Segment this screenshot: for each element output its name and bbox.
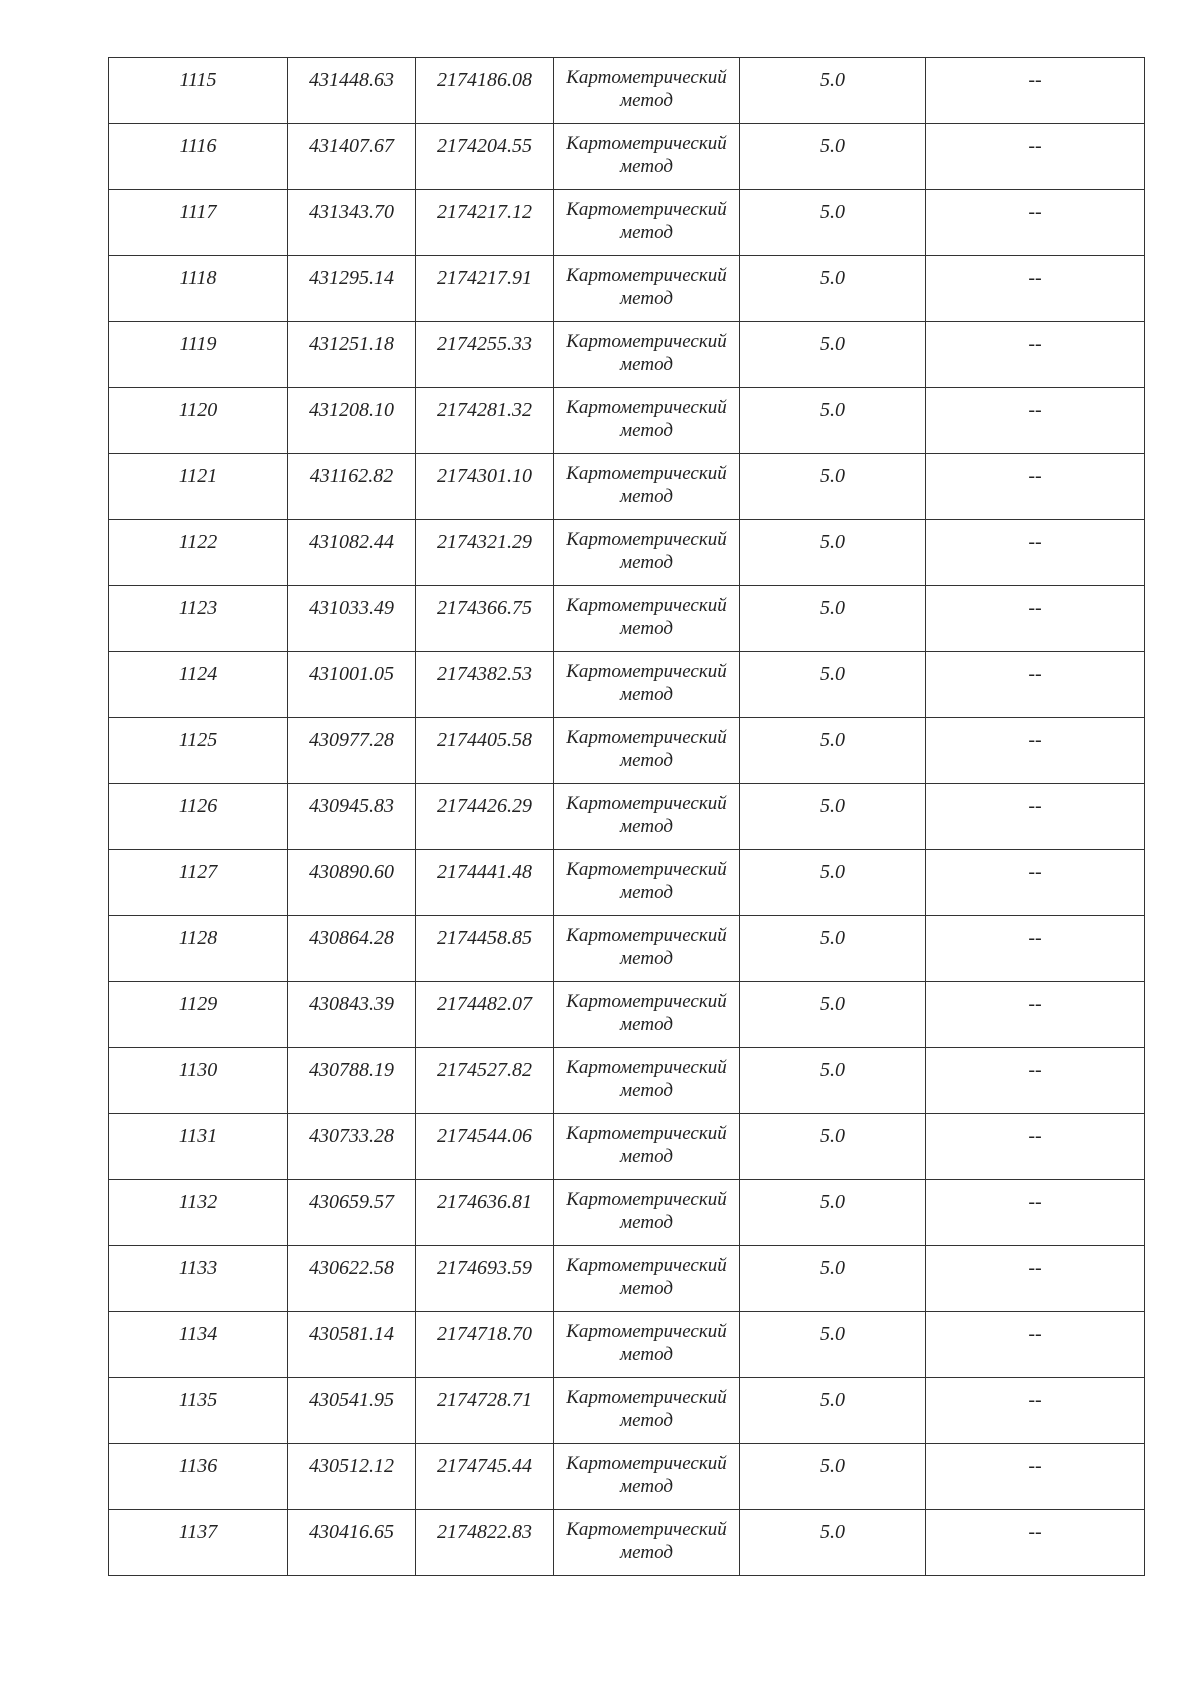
accuracy-cell: 5.0 <box>740 322 926 388</box>
table-row <box>109 520 1145 586</box>
x-coordinate-cell: 431033.49 <box>288 586 416 652</box>
method-cell: Картометрический метод <box>554 1048 740 1114</box>
note-cell: -- <box>926 520 1145 586</box>
point-number-cell: 1127 <box>109 850 288 916</box>
table-row <box>109 1048 1145 1114</box>
x-coordinate-cell: 430512.12 <box>288 1444 416 1510</box>
method-cell: Картометрический метод <box>554 190 740 256</box>
point-number-cell: 1118 <box>109 256 288 322</box>
x-coordinate-cell: 430622.58 <box>288 1246 416 1312</box>
accuracy-cell: 5.0 <box>740 388 926 454</box>
table-row <box>109 1246 1145 1312</box>
method-cell: Картометрический метод <box>554 520 740 586</box>
point-number-cell: 1117 <box>109 190 288 256</box>
accuracy-cell: 5.0 <box>740 718 926 784</box>
x-coordinate-cell: 430416.65 <box>288 1510 416 1576</box>
table-row <box>109 916 1145 982</box>
table-row <box>109 256 1145 322</box>
accuracy-cell: 5.0 <box>740 586 926 652</box>
x-coordinate-cell: 431001.05 <box>288 652 416 718</box>
x-coordinate-cell: 431162.82 <box>288 454 416 520</box>
x-coordinate-cell: 430733.28 <box>288 1114 416 1180</box>
y-coordinate-cell: 2174405.58 <box>416 718 554 784</box>
point-number-cell: 1119 <box>109 322 288 388</box>
accuracy-cell: 5.0 <box>740 454 926 520</box>
point-number-cell: 1126 <box>109 784 288 850</box>
x-coordinate-cell: 431448.63 <box>288 58 416 124</box>
y-coordinate-cell: 2174745.44 <box>416 1444 554 1510</box>
note-cell: -- <box>926 718 1145 784</box>
accuracy-cell: 5.0 <box>740 124 926 190</box>
method-cell: Картометрический метод <box>554 1312 740 1378</box>
y-coordinate-cell: 2174544.06 <box>416 1114 554 1180</box>
table-row <box>109 322 1145 388</box>
point-number-cell: 1124 <box>109 652 288 718</box>
method-cell: Картометрический метод <box>554 1378 740 1444</box>
note-cell: -- <box>926 1180 1145 1246</box>
table-row <box>109 718 1145 784</box>
table-row <box>109 784 1145 850</box>
x-coordinate-cell: 430541.95 <box>288 1378 416 1444</box>
accuracy-cell: 5.0 <box>740 652 926 718</box>
y-coordinate-cell: 2174693.59 <box>416 1246 554 1312</box>
accuracy-cell: 5.0 <box>740 1378 926 1444</box>
y-coordinate-cell: 2174527.82 <box>416 1048 554 1114</box>
method-cell: Картометрический метод <box>554 718 740 784</box>
accuracy-cell: 5.0 <box>740 1312 926 1378</box>
method-cell: Картометрический метод <box>554 1180 740 1246</box>
point-number-cell: 1136 <box>109 1444 288 1510</box>
method-cell: Картометрический метод <box>554 652 740 718</box>
method-cell: Картометрический метод <box>554 1246 740 1312</box>
note-cell: -- <box>926 850 1145 916</box>
x-coordinate-cell: 430581.14 <box>288 1312 416 1378</box>
note-cell: -- <box>926 1378 1145 1444</box>
accuracy-cell: 5.0 <box>740 190 926 256</box>
y-coordinate-cell: 2174382.53 <box>416 652 554 718</box>
table-row <box>109 982 1145 1048</box>
note-cell: -- <box>926 256 1145 322</box>
table-row <box>109 454 1145 520</box>
point-number-cell: 1128 <box>109 916 288 982</box>
table-row <box>109 58 1145 124</box>
accuracy-cell: 5.0 <box>740 1114 926 1180</box>
note-cell: -- <box>926 982 1145 1048</box>
note-cell: -- <box>926 1312 1145 1378</box>
accuracy-cell: 5.0 <box>740 1246 926 1312</box>
accuracy-cell: 5.0 <box>740 1180 926 1246</box>
y-coordinate-cell: 2174482.07 <box>416 982 554 1048</box>
point-number-cell: 1133 <box>109 1246 288 1312</box>
note-cell: -- <box>926 322 1145 388</box>
x-coordinate-cell: 431407.67 <box>288 124 416 190</box>
method-cell: Картометрический метод <box>554 1444 740 1510</box>
y-coordinate-cell: 2174441.48 <box>416 850 554 916</box>
point-number-cell: 1115 <box>109 58 288 124</box>
coordinates-table <box>108 57 1145 1576</box>
table-row <box>109 388 1145 454</box>
y-coordinate-cell: 2174458.85 <box>416 916 554 982</box>
accuracy-cell: 5.0 <box>740 784 926 850</box>
point-number-cell: 1129 <box>109 982 288 1048</box>
note-cell: -- <box>926 190 1145 256</box>
point-number-cell: 1125 <box>109 718 288 784</box>
note-cell: -- <box>926 1444 1145 1510</box>
x-coordinate-cell: 430788.19 <box>288 1048 416 1114</box>
x-coordinate-cell: 430890.60 <box>288 850 416 916</box>
note-cell: -- <box>926 58 1145 124</box>
y-coordinate-cell: 2174301.10 <box>416 454 554 520</box>
x-coordinate-cell: 430659.57 <box>288 1180 416 1246</box>
x-coordinate-cell: 430864.28 <box>288 916 416 982</box>
table-row <box>109 586 1145 652</box>
method-cell: Картометрический метод <box>554 256 740 322</box>
point-number-cell: 1135 <box>109 1378 288 1444</box>
method-cell: Картометрический метод <box>554 124 740 190</box>
table-row <box>109 1444 1145 1510</box>
accuracy-cell: 5.0 <box>740 1444 926 1510</box>
y-coordinate-cell: 2174636.81 <box>416 1180 554 1246</box>
table-row <box>109 652 1145 718</box>
y-coordinate-cell: 2174718.70 <box>416 1312 554 1378</box>
table-row <box>109 124 1145 190</box>
x-coordinate-cell: 431208.10 <box>288 388 416 454</box>
table-row <box>109 1114 1145 1180</box>
note-cell: -- <box>926 652 1145 718</box>
y-coordinate-cell: 2174822.83 <box>416 1510 554 1576</box>
method-cell: Картометрический метод <box>554 322 740 388</box>
point-number-cell: 1116 <box>109 124 288 190</box>
table-row <box>109 190 1145 256</box>
note-cell: -- <box>926 454 1145 520</box>
y-coordinate-cell: 2174426.29 <box>416 784 554 850</box>
x-coordinate-cell: 431082.44 <box>288 520 416 586</box>
point-number-cell: 1121 <box>109 454 288 520</box>
point-number-cell: 1130 <box>109 1048 288 1114</box>
method-cell: Картометрический метод <box>554 1114 740 1180</box>
y-coordinate-cell: 2174204.55 <box>416 124 554 190</box>
table-row <box>109 850 1145 916</box>
point-number-cell: 1120 <box>109 388 288 454</box>
table-row <box>109 1378 1145 1444</box>
table-row <box>109 1510 1145 1576</box>
point-number-cell: 1122 <box>109 520 288 586</box>
x-coordinate-cell: 431251.18 <box>288 322 416 388</box>
coordinates-table-body <box>109 58 1145 1576</box>
method-cell: Картометрический метод <box>554 388 740 454</box>
point-number-cell: 1134 <box>109 1312 288 1378</box>
x-coordinate-cell: 430977.28 <box>288 718 416 784</box>
x-coordinate-cell: 430945.83 <box>288 784 416 850</box>
note-cell: -- <box>926 916 1145 982</box>
note-cell: -- <box>926 388 1145 454</box>
method-cell: Картометрический метод <box>554 916 740 982</box>
accuracy-cell: 5.0 <box>740 58 926 124</box>
note-cell: -- <box>926 124 1145 190</box>
y-coordinate-cell: 2174186.08 <box>416 58 554 124</box>
x-coordinate-cell: 430843.39 <box>288 982 416 1048</box>
note-cell: -- <box>926 1114 1145 1180</box>
accuracy-cell: 5.0 <box>740 916 926 982</box>
accuracy-cell: 5.0 <box>740 850 926 916</box>
point-number-cell: 1131 <box>109 1114 288 1180</box>
accuracy-cell: 5.0 <box>740 982 926 1048</box>
accuracy-cell: 5.0 <box>740 256 926 322</box>
note-cell: -- <box>926 1510 1145 1576</box>
note-cell: -- <box>926 784 1145 850</box>
y-coordinate-cell: 2174321.29 <box>416 520 554 586</box>
table-row <box>109 1180 1145 1246</box>
point-number-cell: 1137 <box>109 1510 288 1576</box>
accuracy-cell: 5.0 <box>740 520 926 586</box>
note-cell: -- <box>926 1048 1145 1114</box>
method-cell: Картометрический метод <box>554 58 740 124</box>
table-row <box>109 1312 1145 1378</box>
point-number-cell: 1132 <box>109 1180 288 1246</box>
y-coordinate-cell: 2174281.32 <box>416 388 554 454</box>
note-cell: -- <box>926 586 1145 652</box>
y-coordinate-cell: 2174255.33 <box>416 322 554 388</box>
method-cell: Картометрический метод <box>554 850 740 916</box>
accuracy-cell: 5.0 <box>740 1510 926 1576</box>
x-coordinate-cell: 431295.14 <box>288 256 416 322</box>
y-coordinate-cell: 2174728.71 <box>416 1378 554 1444</box>
y-coordinate-cell: 2174217.12 <box>416 190 554 256</box>
method-cell: Картометрический метод <box>554 982 740 1048</box>
method-cell: Картометрический метод <box>554 586 740 652</box>
point-number-cell: 1123 <box>109 586 288 652</box>
note-cell: -- <box>926 1246 1145 1312</box>
y-coordinate-cell: 2174217.91 <box>416 256 554 322</box>
method-cell: Картометрический метод <box>554 784 740 850</box>
y-coordinate-cell: 2174366.75 <box>416 586 554 652</box>
x-coordinate-cell: 431343.70 <box>288 190 416 256</box>
method-cell: Картометрический метод <box>554 1510 740 1576</box>
method-cell: Картометрический метод <box>554 454 740 520</box>
accuracy-cell: 5.0 <box>740 1048 926 1114</box>
